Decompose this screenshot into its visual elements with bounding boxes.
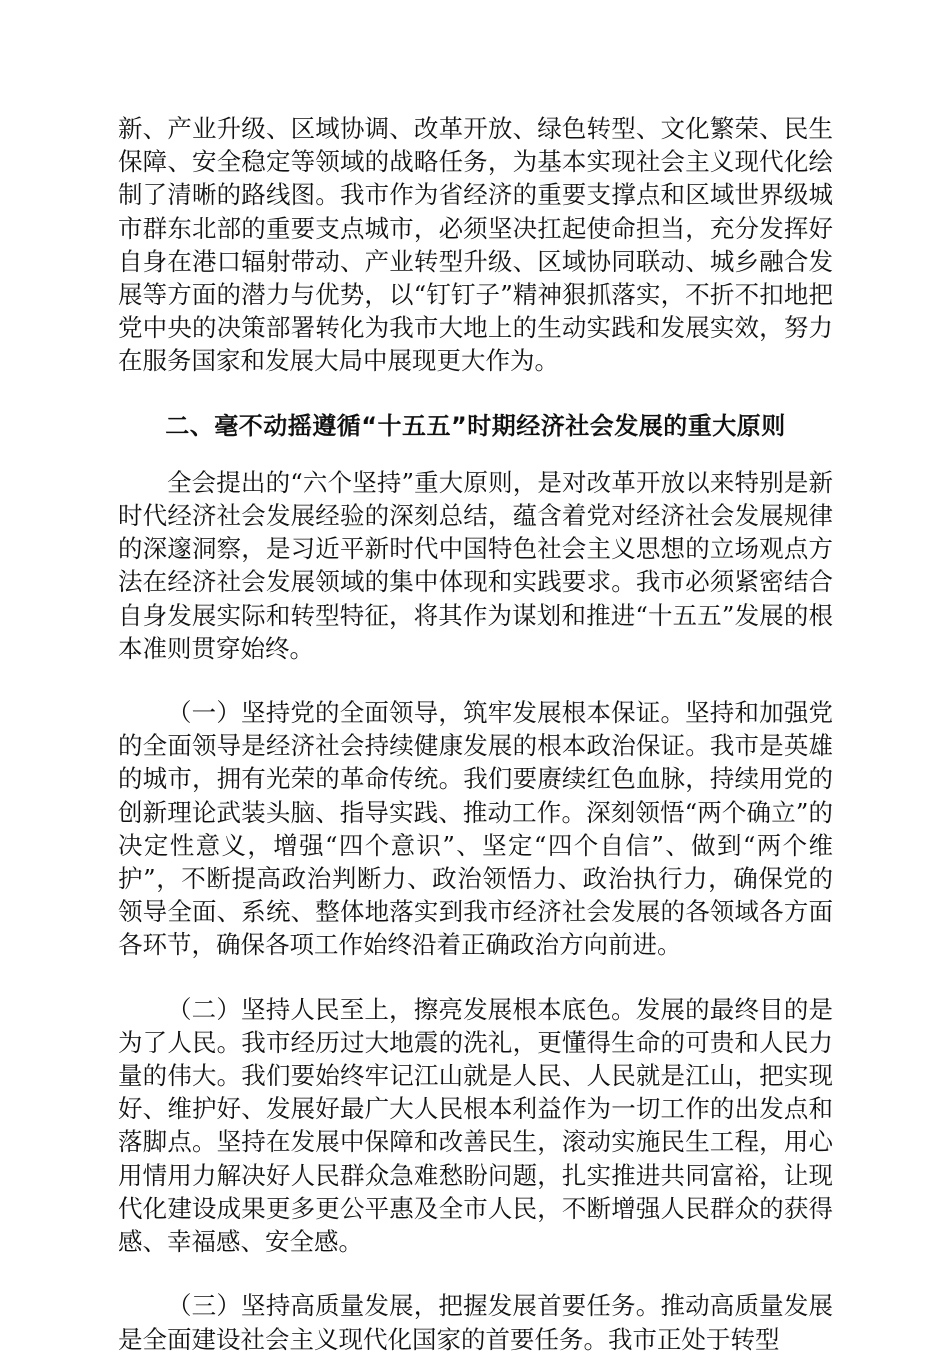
continuation-paragraph: 新、产业升级、区域协调、改革开放、绿色转型、文化繁荣、民生保障、安全稳定等领域的战略任务，为基本实现社会主义现代化绘制了清晰的路线图。我市作为省经济的重要支撑点和区域世界级城市群东北部的重要支点城市，必须坚决扛起使命担当，充分发挥好自身在港口辐射带动、产业转型升级、区域协同联动、城乡融合发展等方面的潜力与优势，以“钉钉子”精神狠抓落实，不折不扣地把党中央的决策部署转化为我市大地上的生动实践和发展实效，努力在服务国家和发展大局中展现更大作为。: [118, 114, 833, 376]
principle-1-paragraph: （一）坚持党的全面领导，筑牢发展根本保证。坚持和加强党的全面领导是经济社会持续健康发展的根本政治保证。我市是英雄的城市，拥有光荣的革命传统。我们要赓续红色血脉，持续用党的创新理论武装头脑、指导实践、推动工作。深刻领悟“两个确立”的决定性意义，增强“四个意识”、坚定“四个自信”、做到“两个维护”，不断提高政治判断力、政治领悟力、政治执行力，确保党的领导全面、系统、整体地落实到我市经济社会发展的各领域各方面各环节，确保各项工作始终沿着正确政治方向前进。: [118, 698, 833, 960]
section-heading: 二、毫不动摇遵循“十五五”时期经济社会发展的重大原则: [165, 411, 786, 440]
principle-3-paragraph: （三）坚持高质量发展，把握发展首要任务。推动高质量发展是全面建设社会主义现代化国家的首要任务。我市正处于转型: [118, 1291, 833, 1354]
document-body: [118, 112, 833, 1356]
intro-paragraph: 全会提出的“六个坚持”重大原则，是对改革开放以来特别是新时代经济社会发展经验的深刻总结，蕴含着党对经济社会发展规律的深邃洞察，是习近平新时代中国特色社会主义思想的立场观点方法在经济社会发展领域的集中体现和实践要求。我市必须紧密结合自身发展实际和转型特征，将其作为谋划和推进“十五五”发展的根本准则贯穿始终。: [118, 467, 833, 663]
principle-2-paragraph: （二）坚持人民至上，擦亮发展根本底色。发展的最终目的是为了人民。我市经历过大地震的洗礼，更懂得生命的可贵和人民力量的伟大。我们要始终牢记江山就是人民、人民就是江山，把实现好、维护好、发展好最广大人民根本利益作为一切工作的出发点和落脚点。坚持在发展中保障和改善民生，滚动实施民生工程，用心用情用力解决好人民群众急难愁盼问题，扎实推进共同富裕，让现代化建设成果更多更公平惠及全市人民，不断增强人民群众的获得感、幸福感、安全感。: [118, 994, 833, 1257]
